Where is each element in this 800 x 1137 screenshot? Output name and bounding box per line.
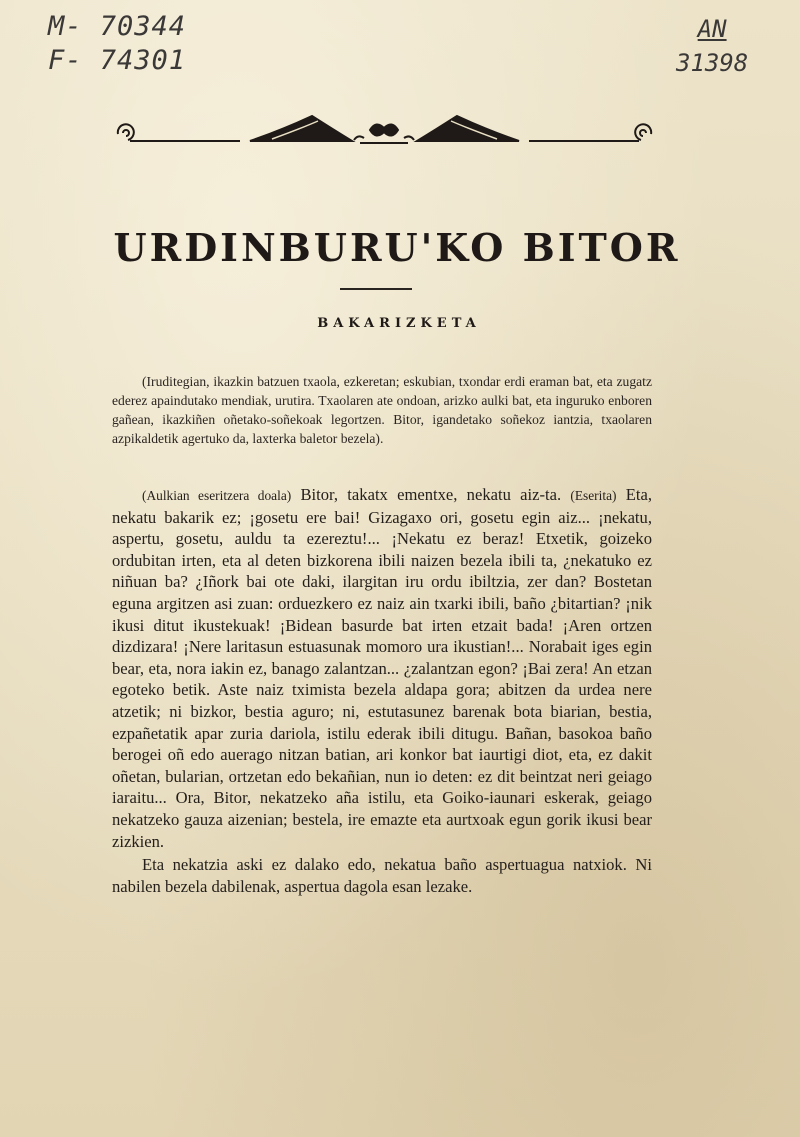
document-subtitle: BAKARIZKETA [317, 316, 481, 331]
monologue-text [112, 484, 652, 897]
archive-stamp-left [48, 10, 186, 78]
archive-code-1: M- 70344 [48, 11, 187, 42]
archive-stamp-right [676, 12, 748, 80]
archive-initials: AN [697, 15, 727, 43]
paragraph-1-text-1: Bitor, takatx ementxe, nekatu aiz-ta. [300, 485, 562, 504]
paragraph-1-text-2: Eta, nekatu bakarik ez; ¡gosetu ere bai! Gizagaxo ori, gosetu egin aiz... ¡nekatu, aspertu, gosetu, auldu ta ezereztu!... ¡Nekatu ez beraz! Etxetik, goizeko ordubitan irten, eta al deten bizkorena ibili naizen bezela ibili ta, ¿nekatuko ez niñuan ba? ¿Iñork bai ote daki, ilargitan iru ordu ibiltzia, zer dan? Bostetan eguna argitzen asi zuan: orduezkero ez naiz ain txarki ibili, baño ¿bitartian? ¡nik ikusi ditut ikustekuak! ¡Bidean basurde bat irten etzait bada! ¡Aren ortzen dizdizara! ¡Nere laritasun estuasunak momoro ura ikustian!... Norabait iges egin bear, eta, nora iakin ez, banago zalantzan... ¿zalantzan egon? ¡Bai zera! An etzan egoteko betik. Aste naiz tximista bezela aldapa gora; abitzen da urdea nere atzetik; ni bizkor, bestia aguro; ni, estutasunez barenak bota biarian, bestia, ezpañetatik apar zuria dariola, istilu ederak ibili ditugu. Bañan, basokoa baño berogei oñ edo auerago nitzan batian, ari konkor bat iaurtigi diot, eta, ez dakit oñetan, bularian, ortzetan edo bekañian, nun io deten: ez dit beintzat neri geiago iaraitu... Ora, Bitor, nekatzeko aña istilu, eta Goiko-iaunari eskerak, geiago nekatzeko gauza aizenian; bestela, ire emazte eta aurtxoak egun gorik ikusi bear zizkien. [112, 485, 653, 851]
title-rule [340, 288, 412, 290]
paragraph-1 [112, 484, 652, 852]
paragraph-2: Eta nekatzia aski ez dalako edo, nekatua baño aspertuagua natxiok. Ni nabilen bezela dabilenak, aspertua dagola esan lezake. [112, 855, 652, 896]
stage-direction: (Iruditegian, ikazkin batzuen txaola, ezkeretan; eskubian, txondar erdi eraman bat, eta zugatz ederez apaindutako mendiak, urutira. Txaolaren ate ondoan, arizko aulki bat, eta inguruko enboren gañean, ikazkiñen oñetako-soñekoak legortzen. Bitor, igandetako soñekoz iantzia, txaolaren azpikaldetik agertuko da, laxterka baletor bezela). [112, 374, 652, 446]
archive-number: 31398 [676, 49, 749, 77]
header-ornament-icon [112, 108, 657, 154]
direction-2: (Eserita) [570, 488, 617, 503]
direction-1: (Aulkian eseritzera doala) [142, 488, 292, 503]
archive-code-2: F- 74301 [48, 45, 187, 76]
document-title: URDINBURU'KO BITOR [113, 225, 681, 270]
